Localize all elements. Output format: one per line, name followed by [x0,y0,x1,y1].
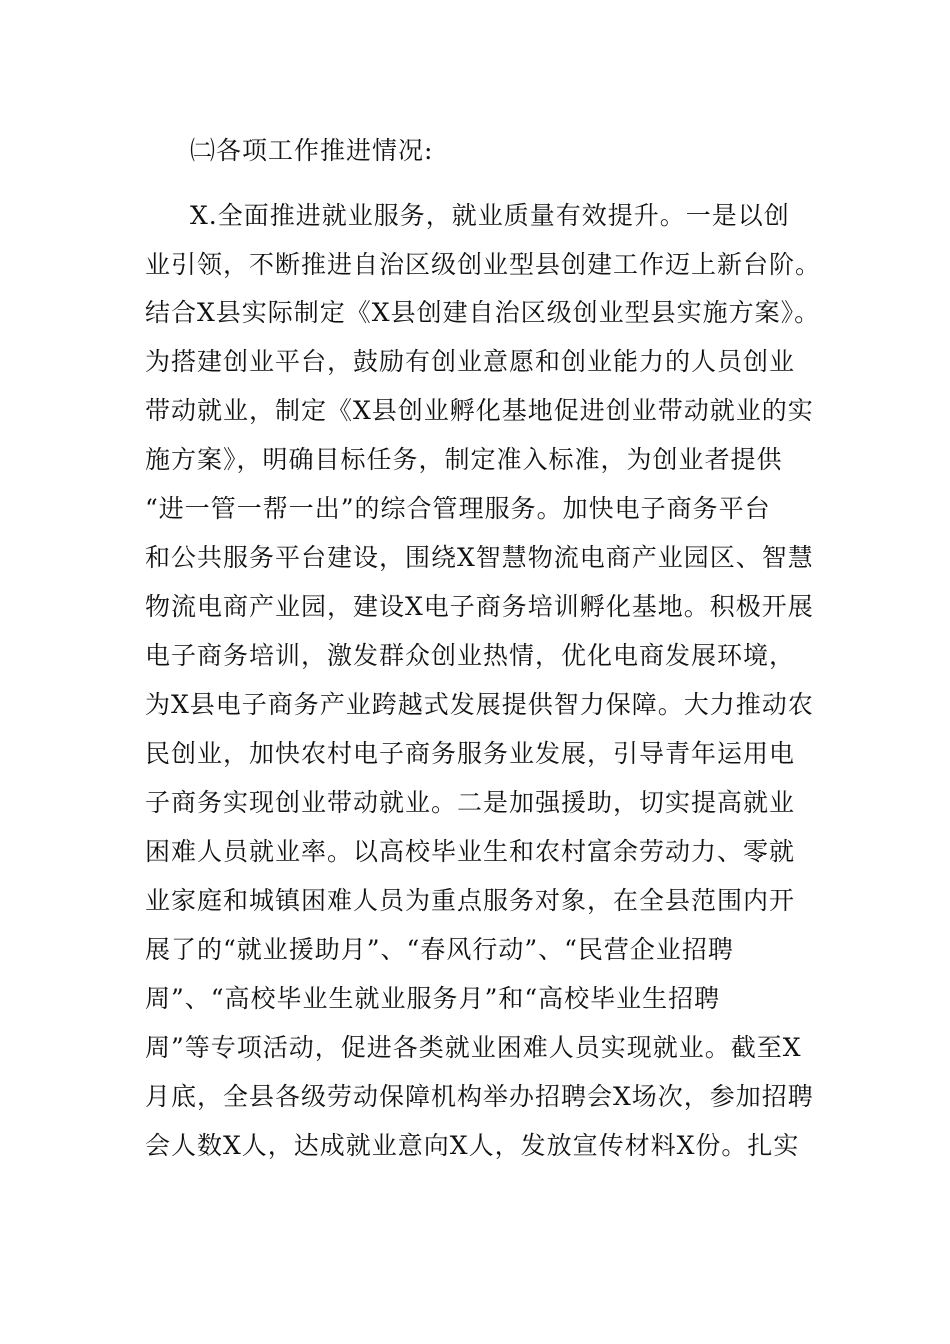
paragraph-line: 施方案》，明确目标任务，制定准入标准，为创业者提供 [145,445,783,474]
paragraph-line: 结合X县实际制定《X县创建自治区级创业型县实施方案》。 [145,298,821,327]
paragraph-line: 子商务实现创业带动就业。二是加强援助，切实提高就业 [145,788,796,817]
paragraph-line: “进一管一帮一出”的综合管理服务。加快电子商务平台 [145,494,771,523]
paragraph-line: 月底，全县各级劳动保障机构举办招聘会X场次，参加招聘 [145,1082,814,1111]
paragraph-line: 困难人员就业率。以高校毕业生和农村富余劳动力、零就 [145,837,796,866]
section-heading: ㈡各项工作推进情况: [190,136,434,165]
paragraph-line: 周”、“高校毕业生就业服务月”和“高校毕业生招聘 [145,984,721,1013]
paragraph-line: 带动就业，制定《X县创业孵化基地促进创业带动就业的实 [145,396,814,425]
paragraph-line: 业家庭和城镇困难人员为重点服务对象，在全县范围内开 [145,886,796,915]
paragraph-line: 为搭建创业平台，鼓励有创业意愿和创业能力的人员创业 [145,347,796,376]
paragraph-line: 会人数X人，达成就业意向X人，发放宣传材料X份。扎实 [145,1131,800,1160]
paragraph-line: 电子商务培训，激发群众创业热情，优化电商发展环境， [145,641,796,670]
paragraph-line: X.全面推进就业服务，就业质量有效提升。一是以创 [190,201,790,230]
paragraph-line: 业引领，不断推进自治区级创业型县创建工作迈上新台阶。 [145,250,822,279]
paragraph-line: 和公共服务平台建设，围绕X智慧物流电商产业园区、智慧 [145,543,814,572]
paragraph-line: 民创业，加快农村电子商务服务业发展，引导青年运用电 [145,739,796,768]
paragraph-line: 物流电商产业园，建设X电子商务培训孵化基地。积极开展 [145,592,814,621]
paragraph-line: 周”等专项活动，促进各类就业困难人员实现就业。截至X [145,1033,802,1062]
paragraph-line: 展了的“就业援助月”、“春风行动”、“民营企业招聘 [145,935,734,964]
paragraph-line: 为X县电子商务产业跨越式发展提供智力保障。大力推动农 [145,690,814,719]
